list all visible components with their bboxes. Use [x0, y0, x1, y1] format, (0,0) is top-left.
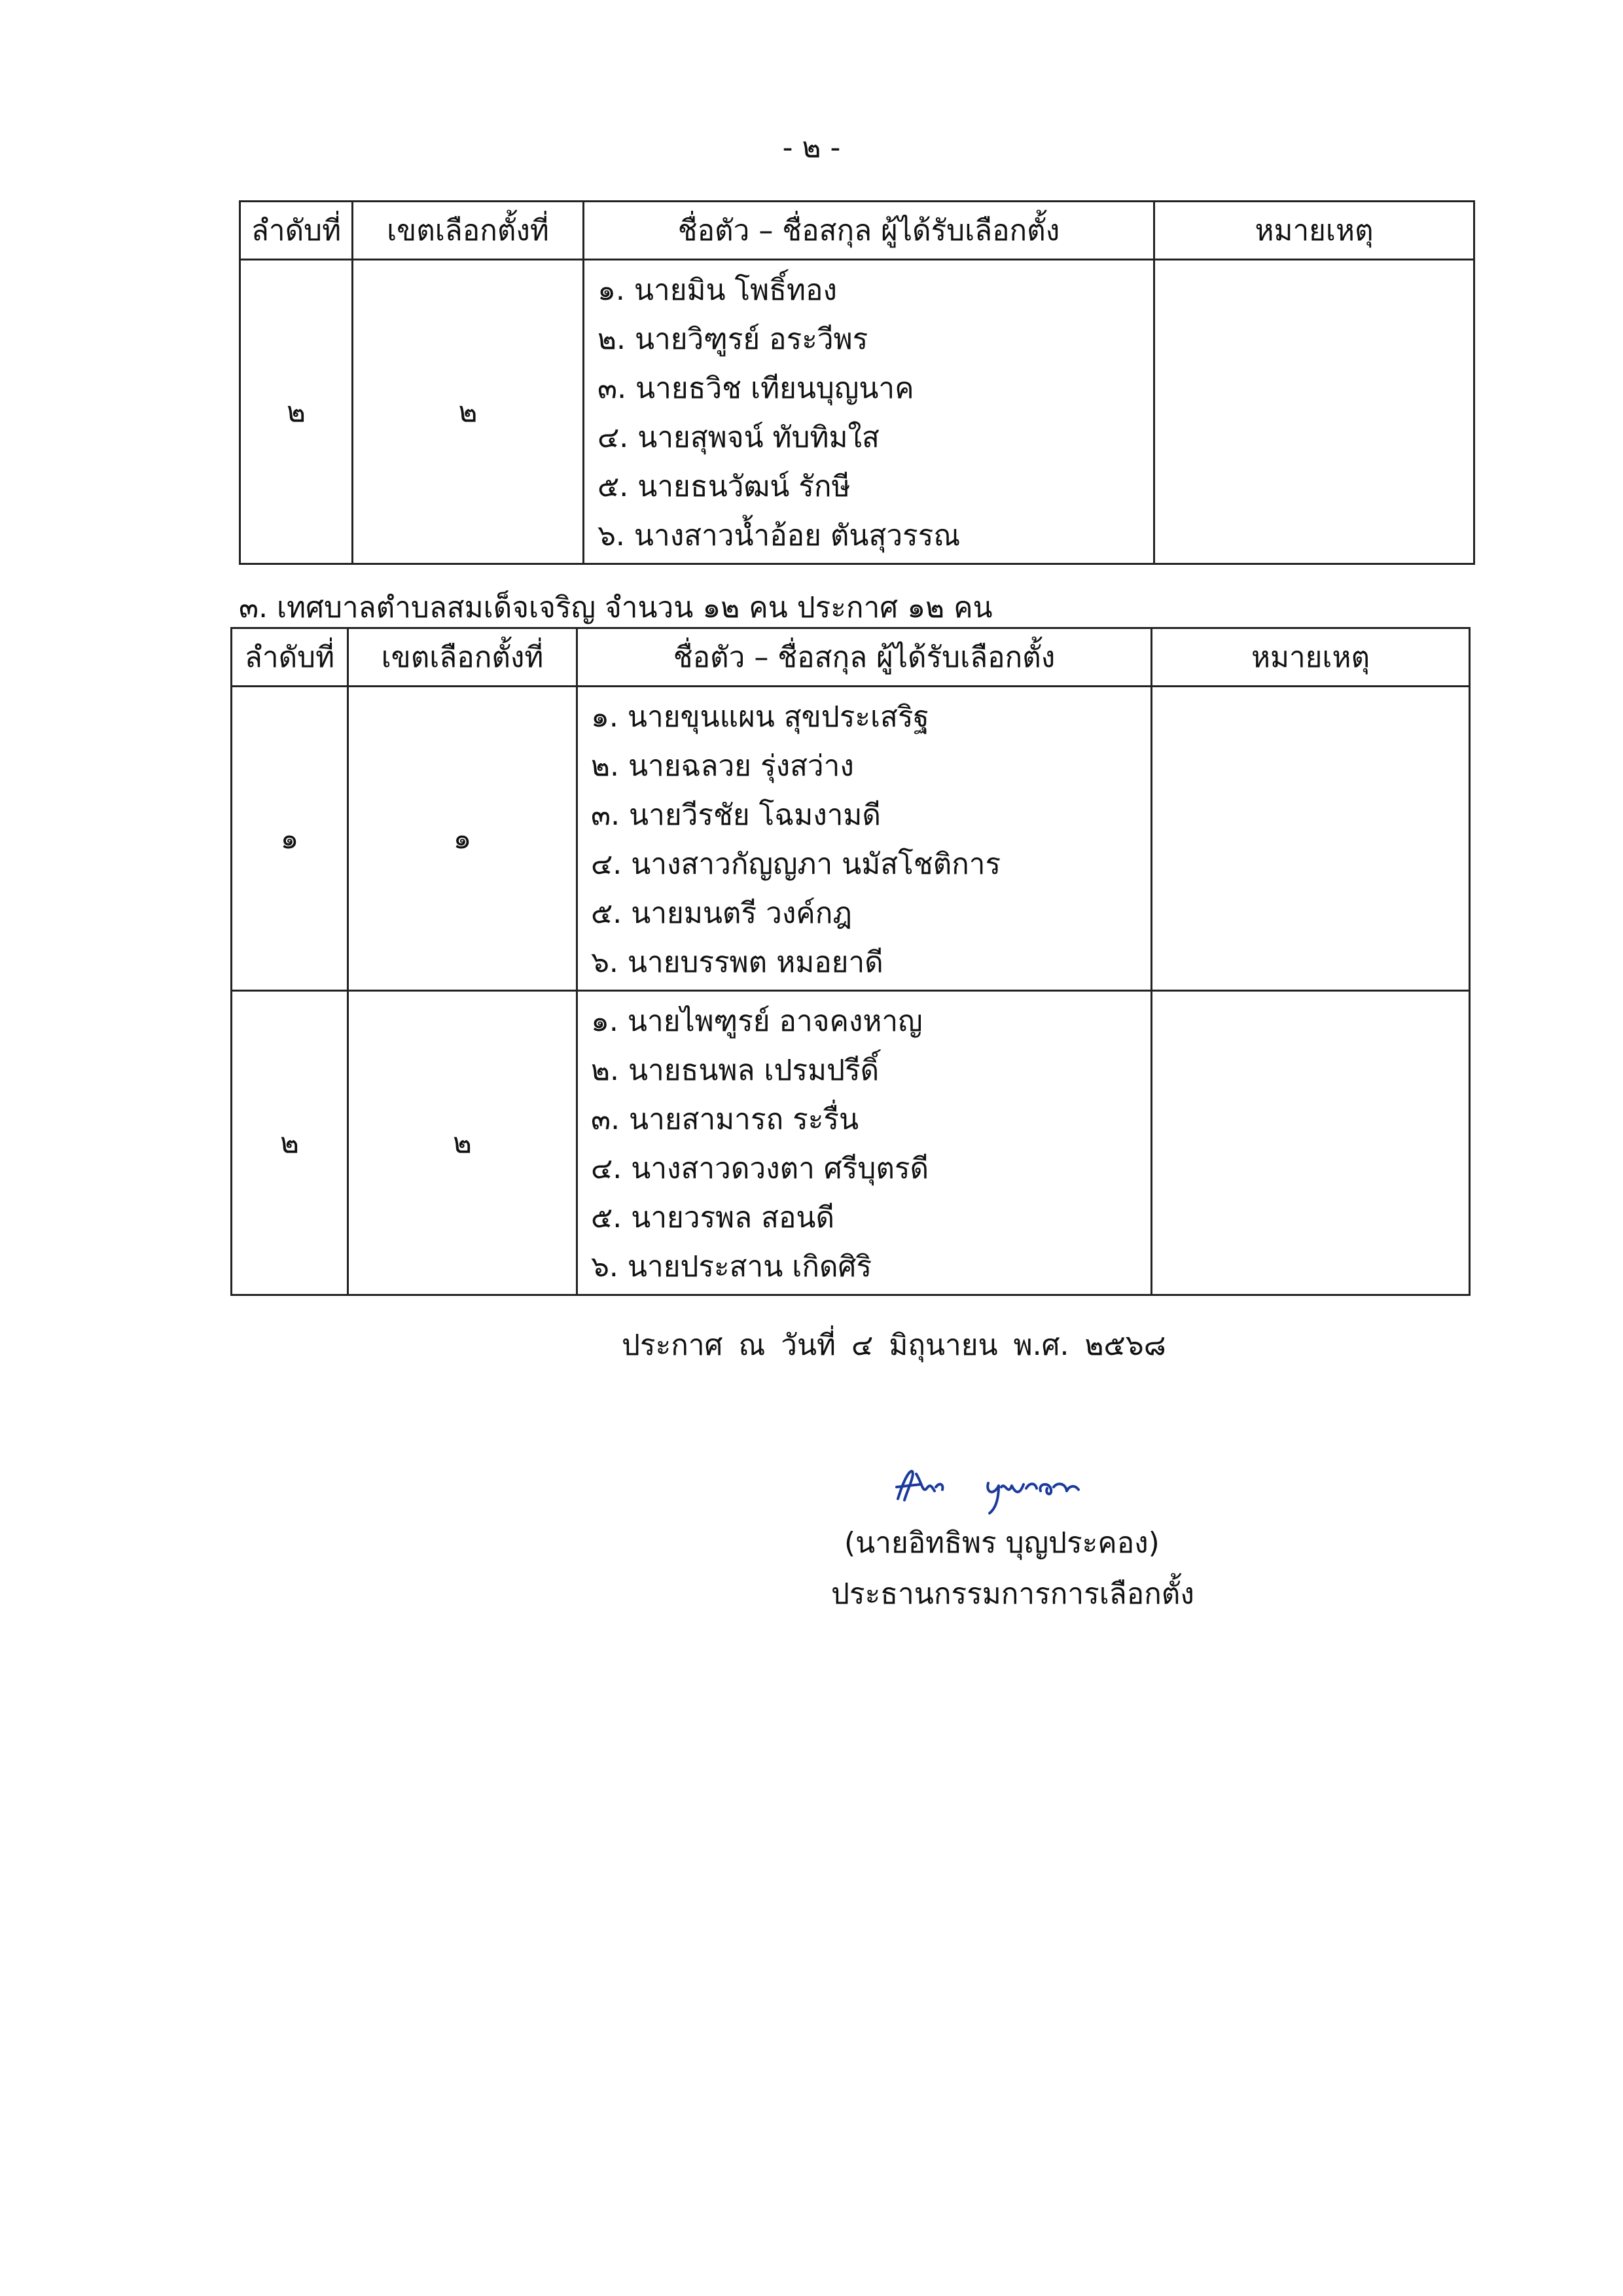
- section-3-heading: ๓. เทศบาลตำบลสมเด็จเจริญ จำนวน ๑๒ คน ประกาศ ๑๒ คน: [239, 591, 993, 624]
- row-order: ๑: [232, 687, 348, 991]
- row-district: ๒: [348, 991, 577, 1295]
- results-table-section-3: [230, 627, 1471, 1296]
- row-order: ๒: [232, 991, 348, 1295]
- elected-member-name: ๕. นายวรพล สอนดี: [591, 1201, 835, 1234]
- signer-name: (นายอิทธิพร บุญประคอง): [844, 1526, 1160, 1560]
- elected-member-name: ๖. นายประสาน เกิดศิริ: [591, 1250, 872, 1283]
- handwritten-signature: [890, 1458, 1106, 1517]
- elected-member-name: ๓. นายธวิช เทียนบุญนาค: [597, 372, 914, 405]
- header-district: เขตเลือกตั้งที่: [353, 202, 584, 260]
- elected-member-name: ๑. นายไพฑูรย์ อาจคงหาญ: [591, 1005, 923, 1038]
- row-names: [577, 687, 1152, 991]
- table-row: [232, 991, 1470, 1295]
- row-district: ๒: [353, 260, 584, 564]
- signature-strokes: [897, 1471, 1079, 1513]
- table-row: [240, 260, 1474, 564]
- elected-member-name: ๔. นางสาวกัญญภา นมัสโชติการ: [591, 848, 1001, 881]
- row-remark: [1152, 991, 1470, 1295]
- elected-member-name: ๒. นายฉลวย รุ่งสว่าง: [591, 749, 854, 783]
- table-header-row: [232, 628, 1470, 687]
- header-names: ชื่อตัว – ชื่อสกุล ผู้ได้รับเลือกตั้ง: [577, 628, 1152, 687]
- row-district: ๑: [348, 687, 577, 991]
- results-table-section-2: [239, 200, 1475, 565]
- header-names: ชื่อตัว – ชื่อสกุล ผู้ได้รับเลือกตั้ง: [584, 202, 1154, 260]
- elected-member-name: ๕. นายธนวัฒน์ รักษี: [597, 470, 851, 503]
- elected-member-name: ๖. นายบรรพต หมอยาดี: [591, 946, 883, 979]
- elected-member-name: ๕. นายมนตรี วงค์กฎ: [591, 897, 852, 930]
- table-header-row: [240, 202, 1474, 260]
- row-names: [584, 260, 1154, 564]
- elected-member-name: ๓. นายสามารถ ระรื่น: [591, 1103, 859, 1136]
- elected-member-name: ๔. นายสุพจน์ ทับทิมใส: [597, 421, 880, 454]
- elected-member-name: ๖. นางสาวน้ำอ้อย ตันสุวรรณ: [597, 519, 961, 552]
- row-remark: [1152, 687, 1470, 991]
- header-remark: หมายเหตุ: [1154, 202, 1474, 260]
- row-order: ๒: [240, 260, 353, 564]
- elected-member-name: ๒. นายธนพล เปรมปรีดิ์: [591, 1054, 880, 1087]
- elected-member-name: ๔. นางสาวดวงตา ศรีบุตรดี: [591, 1152, 929, 1185]
- elected-member-name: ๒. นายวิฑูรย์ อระวีพร: [597, 323, 868, 356]
- signer-position: ประธานกรรมการการเลือกตั้ง: [831, 1577, 1194, 1611]
- row-remark: [1154, 260, 1474, 564]
- table-row: [232, 687, 1470, 991]
- elected-member-name: ๑. นายมิน โพธิ์ทอง: [597, 274, 837, 307]
- header-remark: หมายเหตุ: [1152, 628, 1470, 687]
- elected-member-name: ๑. นายขุนแผน สุขประเสริฐ: [591, 700, 929, 734]
- header-district: เขตเลือกตั้งที่: [348, 628, 577, 687]
- row-names: [577, 991, 1152, 1295]
- header-order: ลำดับที่: [232, 628, 348, 687]
- page-number: - ๒ -: [782, 131, 841, 164]
- elected-member-name: ๓. นายวีรชัย โฉมงามดี: [591, 798, 881, 832]
- header-order: ลำดับที่: [240, 202, 353, 260]
- announcement-date: ประกาศ ณ วันที่ ๔ มิถุนายน พ.ศ. ๒๕๖๘: [622, 1329, 1166, 1362]
